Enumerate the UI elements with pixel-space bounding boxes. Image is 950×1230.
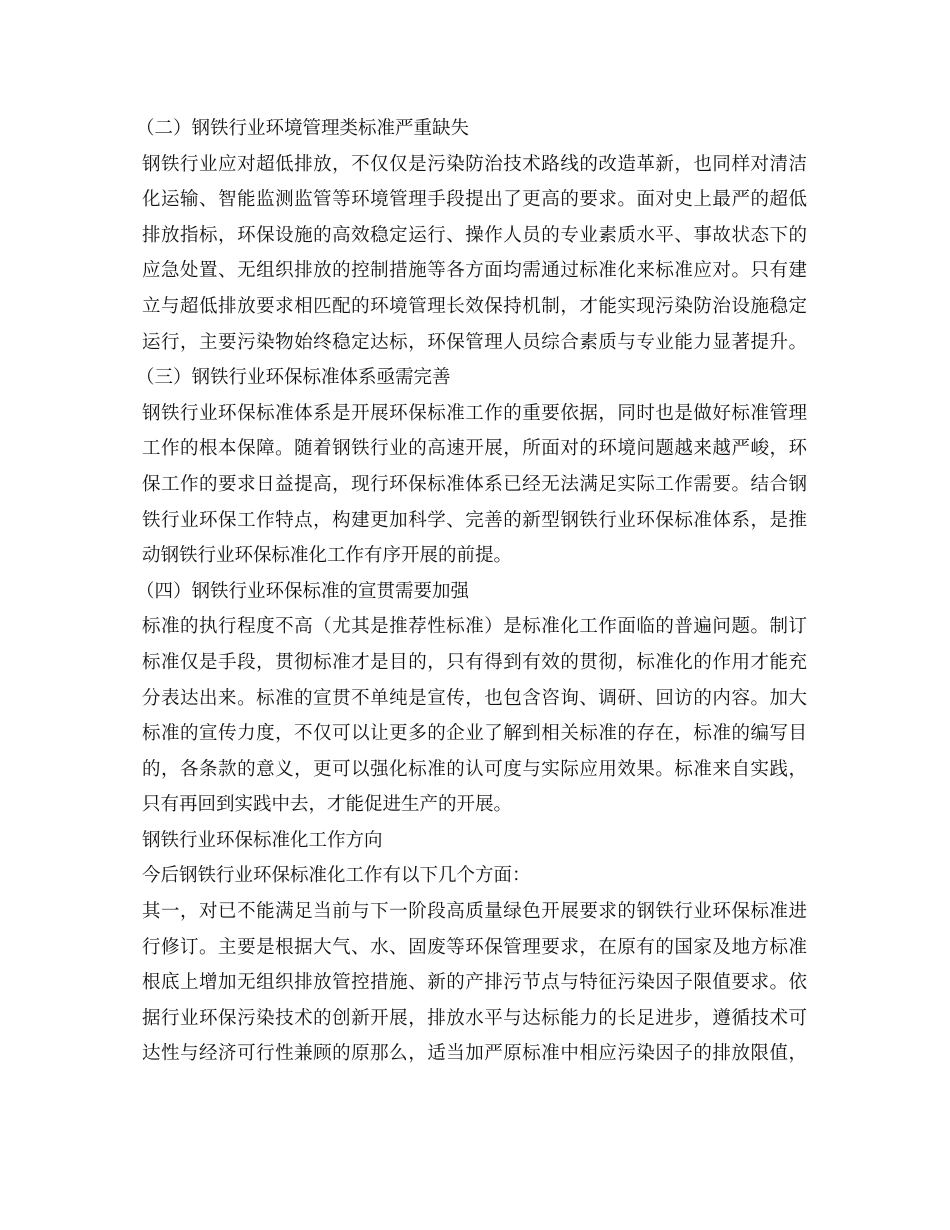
paragraph-line: 运行，主要污染物始终稳定达标，环保管理人员综合素质与专业能力显著提升。 [142, 331, 807, 353]
paragraph-line: 据行业环保污染技术的创新开展，排放水平与达标能力的长足进步，遵循技术可 [142, 1007, 807, 1029]
paragraph-line: 应急处置、无组织排放的控制措施等各方面均需通过标准化来标准应对。只有建 [142, 260, 807, 282]
paragraph-line: 分表达出来。标准的宣贯不单纯是宣传，也包含咨询、调研、回访的内容。加大 [142, 687, 807, 709]
paragraph-line: 只有再回到实践中去，才能促进生产的开展。 [142, 794, 513, 816]
paragraph-line: 达性与经济可行性兼顾的原那么，适当加严原标准中相应污染因子的排放限值， [142, 1043, 807, 1065]
paragraph-line: 动钢铁行业环保标准化工作有序开展的前提。 [142, 545, 513, 567]
paragraph-line: 标准仅是手段，贯彻标准才是目的，只有得到有效的贯彻，标准化的作用才能充 [142, 651, 807, 673]
paragraph-line: 标准的宣传力度，不仅可以让更多的企业了解到相关标准的存在，标准的编写目 [142, 723, 807, 745]
paragraph-line: 铁行业环保工作特点，构建更加科学、完善的新型钢铁行业环保标准体系，是推 [142, 509, 807, 531]
paragraph-line: 标准的执行程度不高（尤其是推荐性标准）是标准化工作面临的普遍问题。制订 [142, 616, 807, 638]
paragraph-line: 根底上增加无组织排放管控措施、新的产排污节点与特征污染因子限值要求。依 [142, 972, 807, 994]
paragraph-line: 钢铁行业环保标准体系是开展环保标准工作的重要依据，同时也是做好标准管理 [142, 402, 807, 424]
section-heading-3: （三）钢铁行业环保标准体系亟需完善 [136, 367, 451, 389]
paragraph-line: 立与超低排放要求相匹配的环境管理长效保持机制，才能实现污染防治设施稳定 [142, 295, 807, 317]
paragraph-line: 今后钢铁行业环保标准化工作有以下几个方面： [142, 865, 531, 887]
paragraph-line: 钢铁行业应对超低排放，不仅仅是污染防治技术路线的改造革新，也同样对清洁 [142, 153, 807, 175]
paragraph-line: 化运输、智能监测监管等环境管理手段提出了更高的要求。面对史上最严的超低 [142, 189, 807, 211]
paragraph-line: 保工作的要求日益提高，现行环保标准体系已经无法满足实际工作需要。结合钢 [142, 473, 807, 495]
paragraph-line: 工作的根本保障。随着钢铁行业的高速开展，所面对的环境问题越来越严峻，环 [142, 438, 807, 460]
document-body [136, 111, 807, 1072]
paragraph-line: 排放指标，环保设施的高效稳定运行、操作人员的专业素质水平、事故状态下的 [142, 224, 807, 246]
paragraph-line: 其一，对已不能满足当前与下一阶段高质量绿色开展要求的钢铁行业环保标准进 [142, 901, 807, 923]
paragraph-line: 的，各条款的意义，更可以强化标准的认可度与实际应用效果。标准来自实践， [142, 758, 807, 780]
section-heading-4: （四）钢铁行业环保标准的宣贯需要加强 [136, 580, 470, 602]
section-heading-2: （二）钢铁行业环境管理类标准严重缺失 [136, 118, 470, 139]
paragraph-line: 行修订。主要是根据大气、水、固废等环保管理要求，在原有的国家及地方标准 [142, 936, 807, 958]
section-title-direction: 钢铁行业环保标准化工作方向 [142, 829, 383, 851]
